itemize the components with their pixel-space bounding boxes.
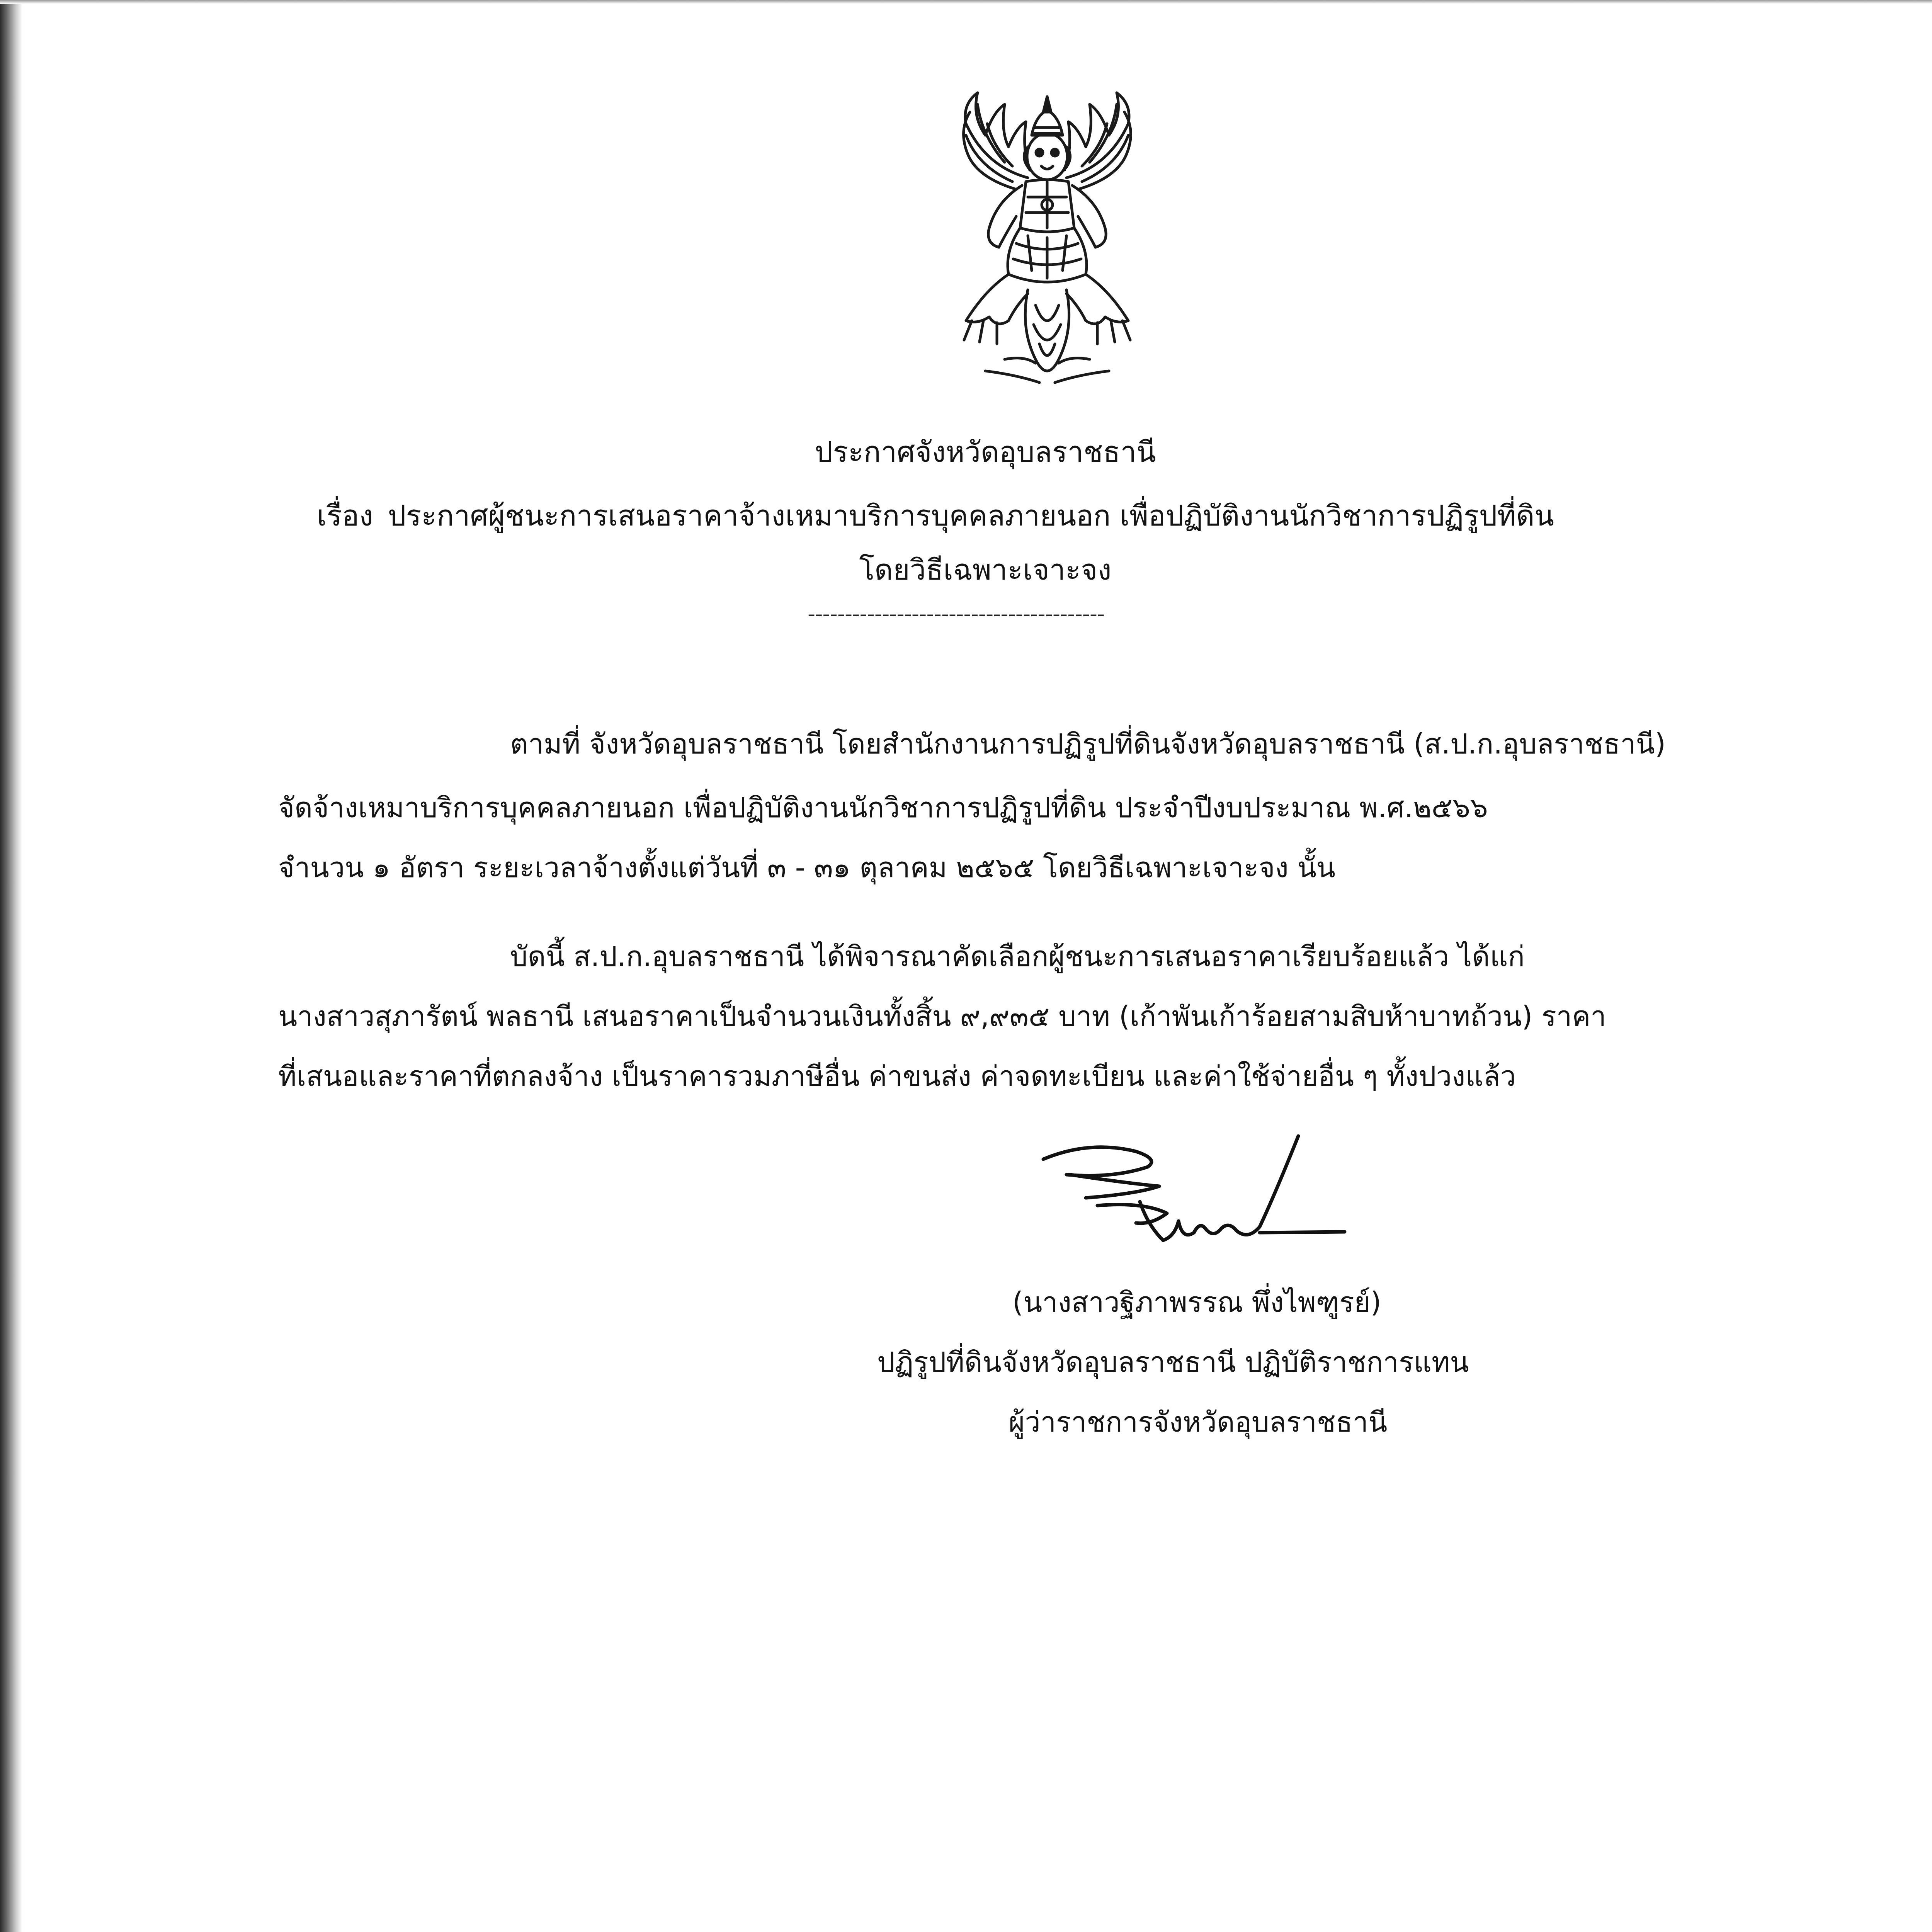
signer-position-line2: ผู้ว่าราชการจังหวัดอุบลราชธานี <box>1009 1406 1388 1438</box>
signer-position-line1: ปฏิรูปที่ดินจังหวัดอุบลราชธานี ปฏิบัติราชการแทน <box>877 1346 1469 1378</box>
subject-line <box>317 495 1747 537</box>
paragraph1-line3: จำนวน ๑ อัตรา ระยะเวลาจ้างตั้งแต่วันที่ ๓ - ๓๑ ตุลาคม ๒๕๖๕ โดยวิธีเฉพาะเจาะจง นั้น <box>278 851 1335 884</box>
subject-label: เรื่อง <box>317 499 373 532</box>
header-divider: ---------------------------------------- <box>808 603 1105 626</box>
scan-left-border <box>0 0 22 1932</box>
scan-top-border <box>0 0 1932 4</box>
subject-text-line1: ประกาศผู้ชนะการเสนอราคาจ้างเหมาบริการบุคคลภายนอก เพื่อปฏิบัติงานนักวิชาการปฏิรูปที่ดิน <box>388 499 1554 532</box>
paragraph2-line2: นางสาวสุภารัตน์ พลธานี เสนอราคาเป็นจำนวนเงินทั้งสิ้น ๙,๙๓๕ บาท (เก้าพันเก้าร้อยสามสิบห้าบาทถ้วน) ราคา <box>278 1000 1606 1032</box>
subject-text-line2: โดยวิธีเฉพาะเจาะจง <box>859 553 1112 587</box>
paragraph2-line1: บัดนี้ ส.ป.ก.อุบลราชธานี ได้พิจารณาคัดเลือกผู้ชนะการเสนอราคาเรียบร้อยแล้ว ได้แก่ <box>510 940 1525 973</box>
paragraph1-line1: ตามที่ จังหวัดอุบลราชธานี โดยสำนักงานการปฏิรูปที่ดินจังหวัดอุบลราชธานี (ส.ป.ก.อุบลราชธานี) <box>510 728 1666 760</box>
signer-name: (นางสาวฐิภาพรรณ พึ่งไพฑูรย์) <box>1012 1286 1381 1318</box>
garuda-emblem-icon <box>889 89 1206 402</box>
paragraph1-line2: จัดจ้างเหมาบริการบุคคลภายนอก เพื่อปฏิบัติงานนักวิชาการปฏิรูปที่ดิน ประจำปีงบประมาณ พ.ศ.๒๕๖๖ <box>278 791 1488 824</box>
paragraph2-line3: ที่เสนอและราคาที่ตกลงจ้าง เป็นราคารวมภาษีอื่น ค่าขนส่ง ค่าจดทะเบียน และค่าใช้จ่ายอื่น ๆ ทั้งปวงแล้ว <box>278 1060 1516 1092</box>
document-title: ประกาศจังหวัดอุบลราชธานี <box>815 435 1156 469</box>
handwritten-signature <box>1020 1124 1368 1271</box>
